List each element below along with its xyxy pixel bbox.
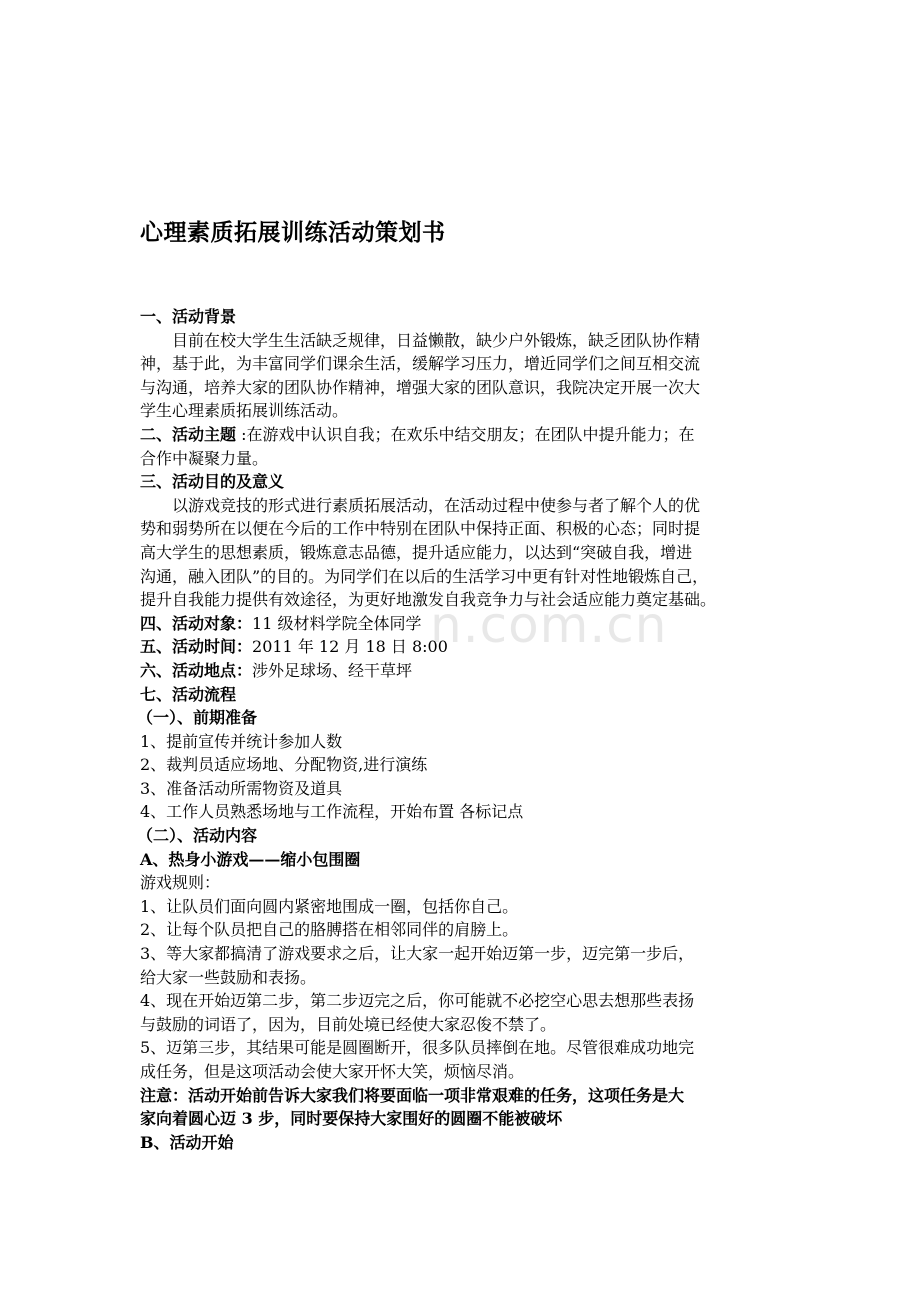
section-theme-heading: 二、活动主题 <box>140 424 237 444</box>
list-item: 4、工作人员熟悉场地与工作流程，开始布置 各标记点 <box>140 802 524 822</box>
section-audience-text: 11 级材料学院全体同学 <box>252 613 422 633</box>
section-location-line <box>140 659 790 683</box>
paragraph-line: 势和弱势所在以便在今后的工作中特别在团队中保持正面、积极的心态；同时提 <box>140 519 701 539</box>
section-purpose-heading: 三、活动目的及意义 <box>140 472 285 492</box>
paragraph-line: 神，基于此，为丰富同学们课余生活，缓解学习压力，增近同学们之间互相交流 <box>140 354 701 374</box>
section-location-heading: 六、活动地点： <box>140 660 253 680</box>
rule-line: 成任务，但是这项活动会使大家开怀大笑，烦恼尽消。 <box>140 1062 525 1081</box>
paragraph-line: 高大学生的思想素质，锻炼意志品德，提升适应能力，以达到“突破自我，增进 <box>140 542 693 562</box>
section-theme-line <box>140 423 790 447</box>
note-line: 注意：活动开始前告诉大家我们将要面临一项非常艰难的任务，这项任务是大 <box>140 1085 685 1105</box>
paragraph-line: 合作中凝聚力量。 <box>140 448 269 468</box>
subsection-prep-heading: （一）、前期准备 <box>137 708 258 728</box>
rule-line: 2、让每个队员把自己的胳膊搭在相邻同伴的肩膀上。 <box>140 920 519 940</box>
list-item: 1、提前宣传并统计参加人数 <box>140 731 343 751</box>
section-audience-line <box>140 612 790 636</box>
paragraph-line: 学生心理素质拓展训练活动。 <box>140 401 349 421</box>
rule-line: 给大家一些鼓励和表扬。 <box>140 967 317 987</box>
rule-line: 5、迈第三步，其结果可能是圆圈断开，很多队员摔倒在地。尽管很难成功地完 <box>140 1038 695 1058</box>
note-line: 家向着圆心迈 3 步，同时要保持大家围好的圆圈不能被破坏 <box>140 1109 563 1129</box>
rule-line: 3、等大家都搞清了游戏要求之后，让大家一起开始迈第一步，迈完第一步后， <box>140 944 695 964</box>
section-audience-heading: 四、活动对象： <box>140 613 253 633</box>
section-time-text: 2011 年 12 月 18 日 8:00 <box>252 637 448 657</box>
document-body <box>137 305 790 1154</box>
section-process-heading: 七、活动流程 <box>140 684 237 704</box>
section-background-heading: 一、活动背景 <box>140 307 237 326</box>
list-item: 2、裁判员适应场地、分配物资,进行演练 <box>140 755 428 775</box>
paragraph-line: 目前在校大学生生活缺乏规律，日益懒散，缺少户外锻炼，缺乏团队协作精 <box>172 330 701 350</box>
game-b-heading: B、活动开始 <box>140 1132 234 1152</box>
list-item: 3、准备活动所需物资及道具 <box>140 778 343 798</box>
game-a-heading: A、热身小游戏——缩小包围圈 <box>140 849 361 869</box>
section-theme-text: :在游戏中认识自我；在欢乐中结交朋友；在团队中提升能力；在 <box>236 424 695 444</box>
paragraph-line: 提升自我能力提供有效途径，为更好地激发自我竞争力与社会适应能力奠定基础。 <box>140 590 717 610</box>
paragraph-line: 与沟通，培养大家的团队协作精神，增强大家的团队意识，我院决定开展一次大 <box>140 377 701 397</box>
rule-line: 与鼓励的词语了，因为，目前处境已经使大家忍俊不禁了。 <box>140 1014 557 1034</box>
section-location-text: 涉外足球场、经干草坪 <box>252 660 413 680</box>
rule-line: 1、让队员们面向圆内紧密地围成一圈，包括你自己。 <box>140 896 519 916</box>
section-time-heading: 五、活动时间： <box>140 637 253 657</box>
paragraph-line: 沟通，融入团队”的目的。为同学们在以后的生活学习中更有针对性地锻炼自己， <box>140 566 709 586</box>
rule-line: 4、现在开始迈第二步，第二步迈完之后，你可能就不必挖空心思去想那些表扬 <box>140 991 695 1011</box>
paragraph-line: 以游戏竞技的形式进行素质拓展活动，在活动过程中使参与者了解个人的优 <box>172 495 701 515</box>
rules-label: 游戏规则： <box>140 873 221 893</box>
document-title: 心理素质拓展训练活动策划书 <box>140 220 446 246</box>
watermark: n.com.cn <box>430 596 668 654</box>
section-time-line <box>140 635 790 659</box>
subsection-content-heading: （二）、活动内容 <box>137 826 258 846</box>
